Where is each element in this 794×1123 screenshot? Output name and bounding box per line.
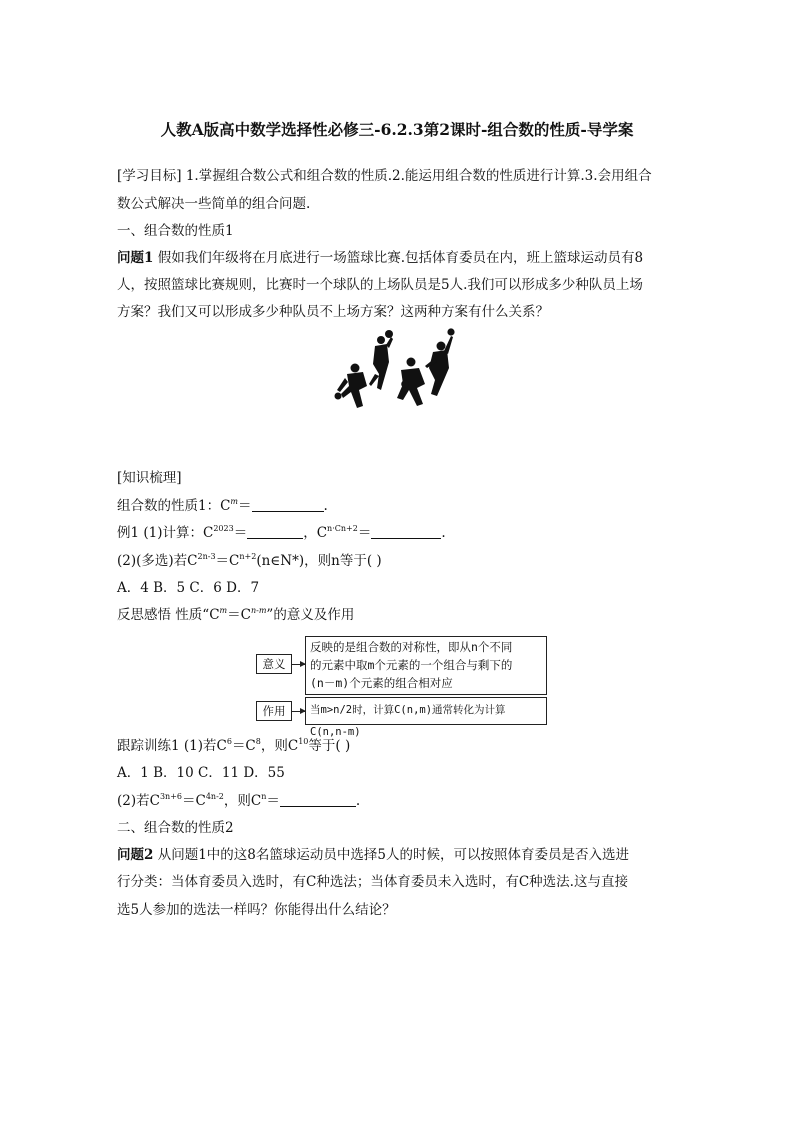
example1-part1-sup2: n·C [327,524,341,533]
reflection-mid: ＝C [227,607,251,623]
problem2-label: 问题2 [117,847,154,863]
example1-choices: A．4 B．5 C．6 D．7 [117,580,260,596]
knowledge-heading: [知识梳理] [117,470,182,486]
example1-part2-line [117,551,382,571]
use-tag: 作用 [256,701,292,721]
meaning-arrow [291,664,305,665]
problem2-line-3: 选5人参加的选法一样吗？你能得出什么结论？ [117,902,396,918]
property1-blank [252,498,324,512]
document-title: 人教A版高中数学选择性必修三-6.2.3第2课时-组合数的性质-导学案 [160,120,634,139]
problem1-line-3: 方案？我们又可以形成多少种队员不上场方案？这两种方案有什么关系？ [117,304,549,320]
example1-part1-sup: 2023 [213,524,234,533]
practice1-blank [280,793,356,807]
meaning-line-2: 的元素中取m个元素的一个组合与剩下的 [310,658,513,672]
meaning-line-1: 反映的是组合数的对称性，即从n个不同 [310,640,513,654]
property1-line: 组合数的性质1：$C^m=$ . [117,497,328,514]
example1-part2-mid: ＝C [215,553,240,569]
example1-part2-sup: 2n-3 [197,552,216,561]
reflection-sup2: n-m [250,606,267,615]
practice1-q1-line: 跟踪训练1 (1)若$C^6=C^8$，则$C^{10}$等于( ) [117,737,351,754]
problem2-line-1 [117,845,629,865]
property1-text: 组合数的性质1：C [117,498,231,514]
practice1-q2-sup: 3n+6 [159,792,182,801]
practice1-q2-tail: ，则C [223,793,262,809]
property1-sup: m [230,497,239,506]
objectives-line-2: 数公式解决一些简单的组合问题. [117,196,311,212]
practice1-q2: (2)若C [117,793,160,809]
practice1-choices: A．1 B．10 C．11 D．55 [117,765,285,781]
problem1-label: 问题1 [117,250,154,266]
example1-part2-tail: (n∈N*)，则n等于( ) [256,553,382,569]
practice1-q2-mid: ＝C [182,793,206,809]
example1-part1-eq2: ＝ [357,525,372,541]
meaning-tag: 意义 [256,654,292,674]
problem2-line-2: 行分类：当体育委员入选时，有C种选法；当体育委员未入选时，有C种选法.这与直接 [117,874,628,890]
meaning-line-3: (n－m)个元素的组合相对应 [310,676,453,690]
use-box: 当m>n/2时，计算C(n,m)通常转化为计算C(n,n-m) [305,697,547,725]
example1-blank-2 [371,525,441,539]
problem1-text-1: 假如我们年级将在月底进行一场篮球比赛.包括体育委员在内，班上篮球运动员有8 [157,250,644,266]
reflection-sup: m [219,606,228,615]
practice1-q2-sup2: 4n-2 [205,792,224,801]
example1-part2-sup2: n+2 [239,552,257,561]
objectives-text-1: 1.掌握组合数公式和组合数的性质.2.能运用组合数的性质进行计算.3.会用组合 [185,168,652,184]
example1-part1-eq: ＝ [233,525,248,541]
example1-blank-1 [247,525,303,539]
example1-part1-prefix: 例1 (1)计算：C [117,525,214,541]
objectives-label: [学习目标] [117,168,182,184]
meaning-box [305,636,547,695]
problem2-text-1: 从问题1中的这8名篮球运动员中选择5人的时候，可以按照体育委员是否入选进 [157,847,629,863]
practice1-q2-line: (2)若$C^{3n+6}=C^{4n-2}$，则$C^n=$ . [117,792,361,809]
practice1-q2-eq: ＝ [266,793,280,809]
practice1-label: 跟踪训练1 [117,738,180,754]
section-heading-1: 一、组合数的性质1 [117,223,234,239]
problem1-line-1 [117,248,643,268]
example1-part1-mid: ，C [303,525,328,541]
practice1-q1: (1)若C [183,738,227,754]
practice1-q1-end: 等于( ) [308,738,351,754]
use-arrow [291,711,305,712]
practice1-q1-tail: ，则C [260,738,299,754]
section-heading-2: 二、组合数的性质2 [117,820,234,836]
property1-eq: ＝ [238,498,252,514]
reflection-text: 反思感悟 性质“C [117,607,220,623]
reflection-tail: ”的意义及作用 [266,607,355,623]
example1-part1-sup3: n+2 [340,524,358,533]
practice1-q1-mid: ＝C [231,738,256,754]
reflection-line [117,605,354,625]
basketball-players-image [333,328,463,414]
example1-part2-prefix: (2)(多选)若C [117,553,198,569]
objectives-line-1 [117,166,652,186]
example1-part1-line: 例1 (1)计算：$C^{2023}=$ ，$C^{n\cdot Cn+2}=$ . [117,524,446,541]
problem1-line-2: 人，按照篮球比赛规则，比赛时一个球队的上场队员是5人.我们可以形成多少种队员上场 [117,277,643,293]
